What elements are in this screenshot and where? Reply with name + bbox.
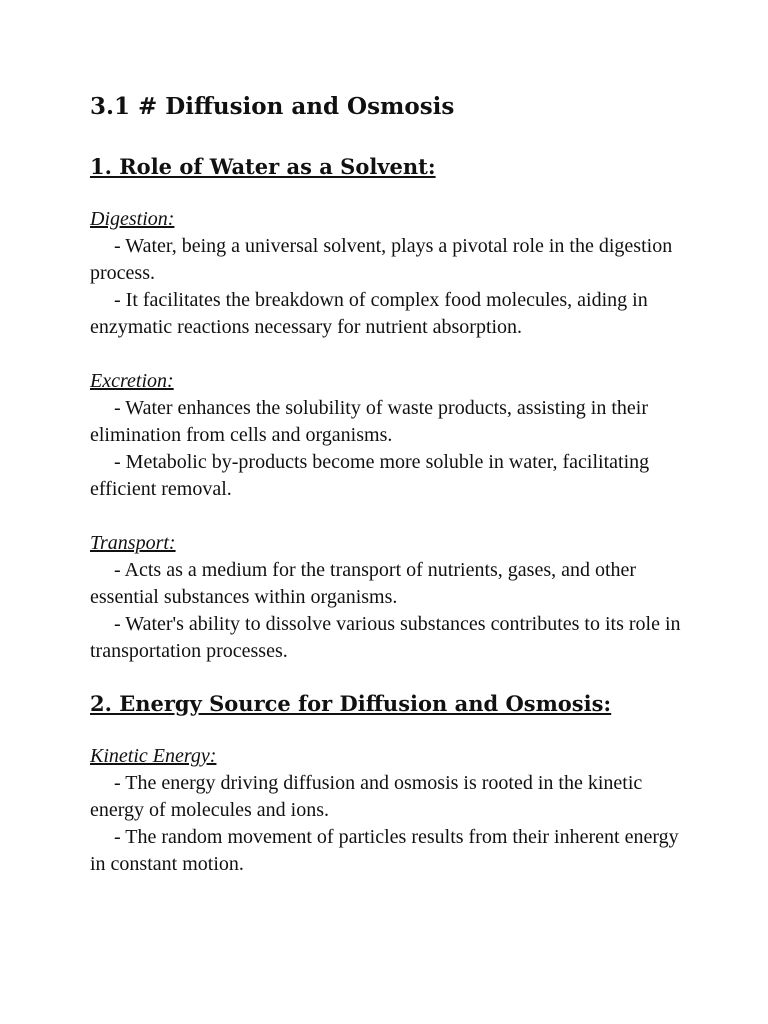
section-heading: 1. Role of Water as a Solvent: [90,154,436,179]
spacer [90,182,690,206]
subsection-excretion [90,368,690,503]
bullet-point: - The random movement of particles results from their inherent energy in constant motion. [90,826,679,875]
document-page [90,90,690,878]
subsection-transport [90,530,690,665]
spacer [90,503,690,530]
subsection-heading: Excretion: [90,370,174,392]
spacer [90,719,690,743]
subsection-heading: Kinetic Energy: [90,745,217,767]
bullet-point: - Water's ability to dissolve various substances contributes to its role in transportation processes. [90,613,681,662]
section-heading: 2. Energy Source for Diffusion and Osmosis: [90,691,612,716]
subsection-heading: Transport: [90,532,176,554]
bullet-point: - Metabolic by-products become more soluble in water, facilitating efficient removal. [90,451,650,500]
subsection-kinetic-energy [90,743,690,878]
subsection-heading: Digestion: [90,208,175,230]
subsection-digestion [90,206,690,341]
spacer [90,665,690,689]
bullet-point: - Acts as a medium for the transport of nutrients, gases, and other essential substances within organisms. [90,559,637,608]
document-title: 3.1 # Diffusion and Osmosis [90,93,455,120]
bullet-point: - Water enhances the solubility of waste products, assisting in their elimination from cells and organisms. [90,397,649,446]
bullet-point: - It facilitates the breakdown of complex food molecules, aiding in enzymatic reactions necessary for nutrient absorption. [90,289,648,338]
bullet-point: - The energy driving diffusion and osmosis is rooted in the kinetic energy of molecules and ions. [90,772,643,821]
bullet-point: - Water, being a universal solvent, plays a pivotal role in the digestion process. [90,235,673,284]
section-energy-source [90,689,690,878]
spacer [90,124,690,152]
spacer [90,341,690,368]
section-water-solvent [90,152,690,665]
